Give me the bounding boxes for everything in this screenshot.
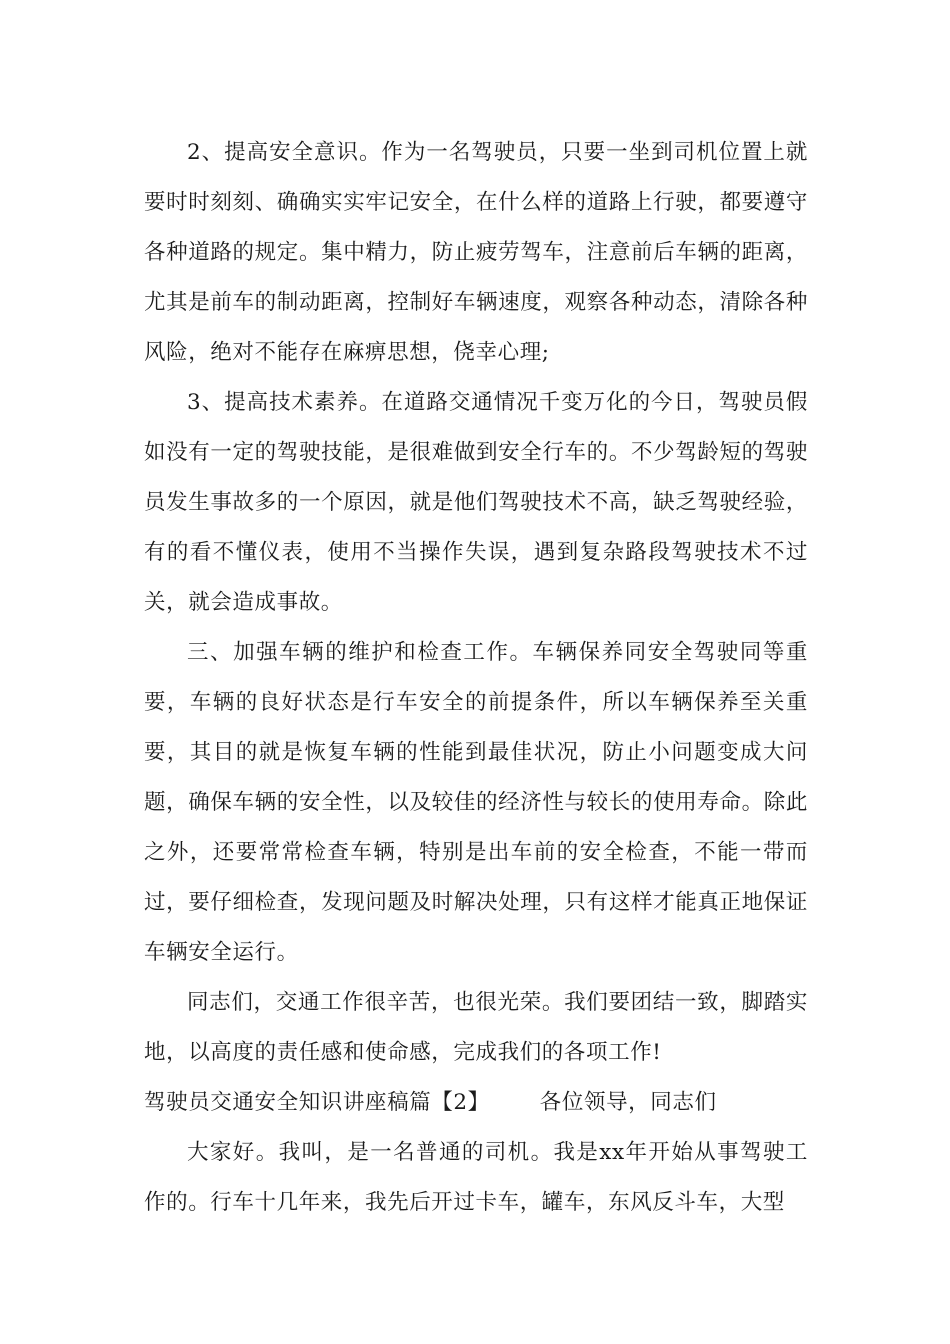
paragraph-safety-awareness: 2、提高安全意识。作为一名驾驶员，只要一坐到司机位置上就要时时刻刻、确确实实牢记安全，在什么样的道路上行驶，都要遵守各种道路的规定。集中精力，防止疲劳驾车，注意前后车辆的距离，尤其是前车的制动距离，控制好车辆速度，观察各种动态，清除各种风险，绝对不能存在麻痹思想，侥幸心理; [144,140,808,365]
paragraph-closing-remarks: 同志们，交通工作很辛苦，也很光荣。我们要团结一致，脚踏实地，以高度的责任感和使命感，完成我们的各项工作! [144,990,808,1065]
paragraph-technical-skill: 3、提高技术素养。在道路交通情况千变万化的今日，驾驶员假如没有一定的驾驶技能，是很难做到安全行车的。不少驾龄短的驾驶员发生事故多的一个原因，就是他们驾驶技术不高，缺乏驾驶经验，有的看不懂仪表，使用不当操作失误，遇到复杂路段驾驶技术不过关，就会造成事故。 [144,390,808,615]
section-title: 驾驶员交通安全知识讲座稿篇【2】 [144,1090,490,1115]
salutation: 各位领导，同志们 [539,1090,717,1115]
document-body [144,128,808,1228]
paragraph-vehicle-maintenance: 三、加强车辆的维护和检查工作。车辆保养同安全驾驶同等重要，车辆的良好状态是行车安全的前提条件，所以车辆保养至关重要，其目的就是恢复车辆的性能到最佳状况，防止小问题变成大问题，确保车辆的安全性，以及较佳的经济性与较长的使用寿命。除此之外，还要常常检查车辆，特别是出车前的安全检查，不能一带而过，要仔细检查，发现问题及时解决处理，只有这样才能真正地保证车辆安全运行。 [144,640,808,965]
section-heading-line [144,1078,808,1128]
paragraph-introduction: 大家好。我叫，是一名普通的司机。我是xx年开始从事驾驶工作的。行车十几年来，我先后开过卡车，罐车，东风反斗车，大型 [144,1140,808,1215]
